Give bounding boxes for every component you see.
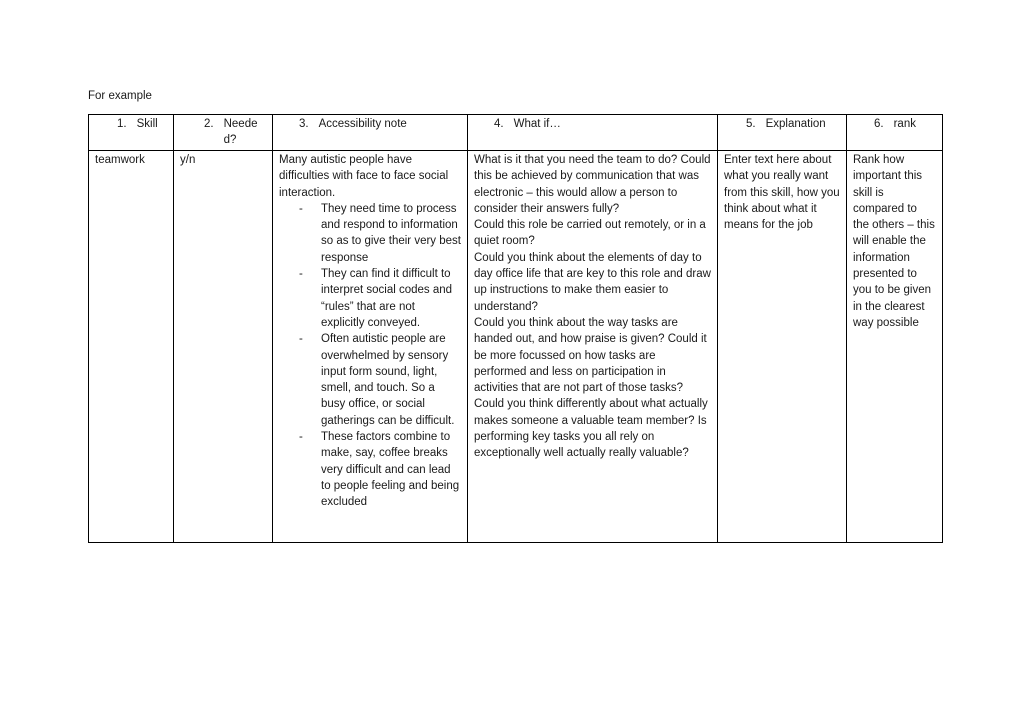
what-if-paragraph: What is it that you need the team to do? Could this be achieved by communication that was electronic – this would allow a person to consider their answers fully?: [474, 154, 711, 215]
header-label: Needed?: [223, 118, 258, 147]
bullet-text: They can find it difficult to interpret social codes and “rules” that are not explicitly conveyed.: [321, 268, 453, 329]
accessibility-bullet: [299, 266, 461, 331]
table-header-row: [89, 115, 943, 151]
cell-what-if: [468, 151, 718, 543]
header-label: rank: [893, 118, 916, 130]
header-number: 2.: [204, 118, 214, 130]
header-accessibility-note: [273, 115, 468, 151]
header-number: 5.: [746, 118, 756, 130]
accessibility-bullet-list: [279, 201, 461, 511]
accessibility-bullet: [299, 429, 461, 510]
header-skill: [89, 115, 174, 151]
cell-needed: y/n: [174, 151, 273, 543]
header-label: Skill: [136, 118, 158, 130]
cell-explanation[interactable]: Enter text here about what you really want from this skill, how you think about what it means for the job: [718, 151, 847, 543]
skills-table: [88, 114, 943, 543]
bullet-text: These factors combine to make, say, coffee breaks very difficult and can lead to people feeling and being excluded: [321, 431, 460, 509]
accessibility-bullet: [299, 331, 461, 429]
header-number: 4.: [494, 118, 504, 130]
dash-marker: -: [299, 333, 303, 346]
accessibility-bullet: [299, 201, 461, 266]
header-explanation: [718, 115, 847, 151]
what-if-paragraph: Could you think about the elements of day to day office life that are key to this role and draw up instructions to make them easier to understand?: [474, 251, 711, 313]
header-rank: [847, 115, 943, 151]
header-label: What if…: [513, 118, 561, 130]
cell-rank[interactable]: Rank how important this skill is compared to the others – this will enable the information presented to you to be given in the clearest way possible: [847, 151, 943, 543]
header-needed: [174, 115, 273, 151]
accessibility-intro: Many autistic people have difficulties with face to face social interaction.: [279, 154, 449, 199]
bullet-text: They need time to process and respond to information so as to give their very best response: [321, 202, 461, 264]
header-label: Accessibility note: [318, 118, 407, 130]
what-if-paragraph: Could this role be carried out remotely, or in a quiet room?: [474, 219, 706, 248]
header-number: 1.: [117, 118, 127, 130]
dash-marker: -: [299, 202, 303, 215]
header-number: 6.: [874, 118, 884, 130]
intro-text: For example: [88, 90, 152, 102]
table-row: [89, 151, 943, 543]
what-if-paragraph: Could you think differently about what actually makes someone a valuable team member? Is performing key tasks you all rely on exceptionally well actually really valuable?: [474, 398, 708, 460]
cell-skill: teamwork: [89, 151, 174, 543]
dash-marker: -: [299, 431, 303, 444]
header-label: Explanation: [765, 118, 826, 130]
header-what-if: [468, 115, 718, 151]
what-if-paragraph: Could you think about the way tasks are handed out, and how praise is given? Could it be more focussed on how tasks are performed and less on participation in activities that are not part of those tasks?: [474, 316, 707, 395]
cell-accessibility-note: [273, 151, 468, 543]
header-number: 3.: [299, 118, 309, 130]
dash-marker: -: [299, 268, 303, 281]
bullet-text: Often autistic people are overwhelmed by sensory input form sound, light, smell, and touch. So a busy office, or social gatherings can be difficult.: [321, 333, 455, 427]
